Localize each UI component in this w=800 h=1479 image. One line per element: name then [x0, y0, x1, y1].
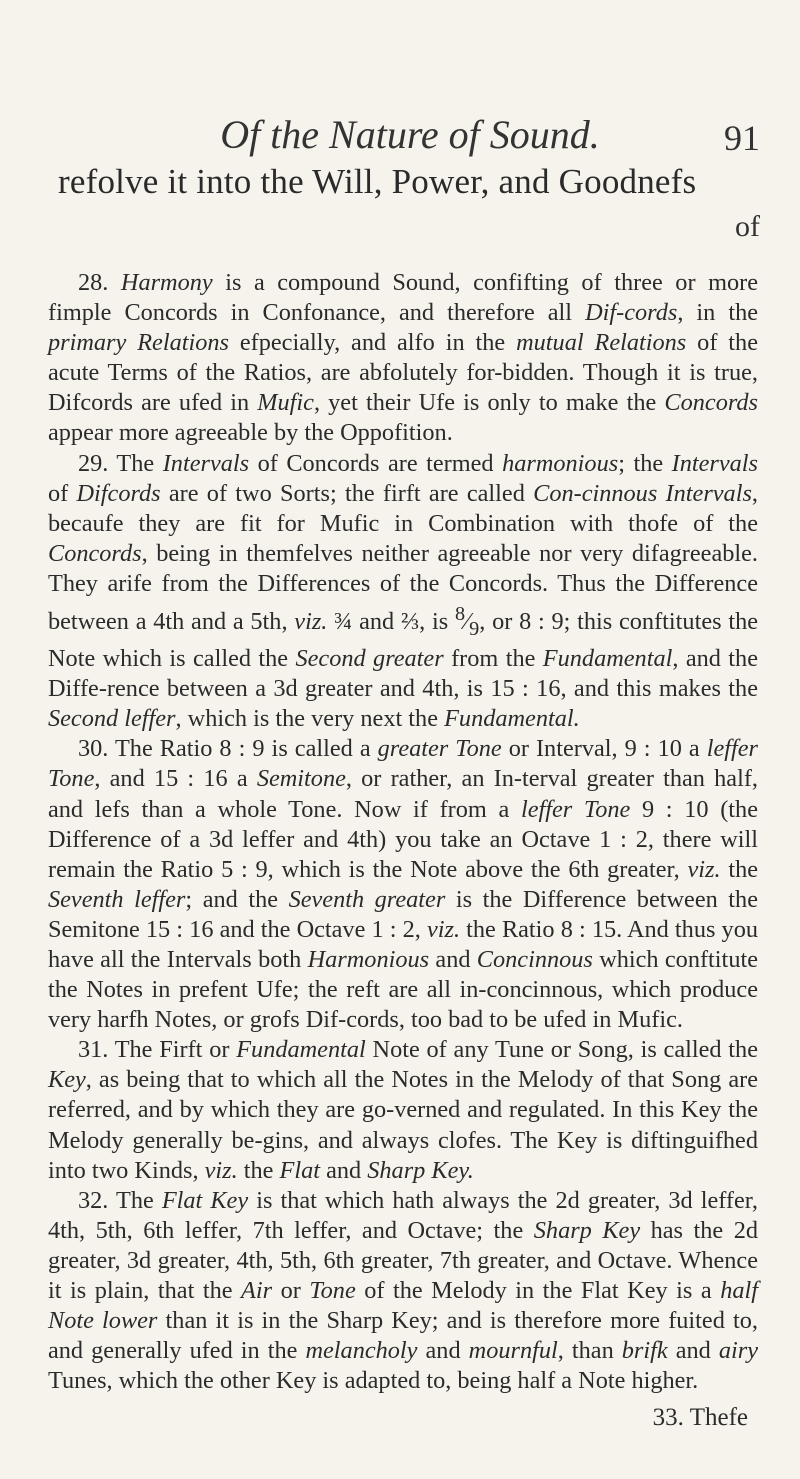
page-number: 91: [724, 118, 760, 158]
paragraph-31: 31. The Firft or Fundamental Note of any Tune or Song, is called the Key, as being that to which all the Notes in the Melody of that Song are referred, and by which they are go-verned and regulated. In this Key the Melody generally be-gins, and always clofes. The Key is diftinguifhed into two Kinds, viz. the Flat and Sharp Key.: [48, 1036, 758, 1184]
body-text: [48, 268, 758, 1396]
catchword-bottom: 33. Thefe: [652, 1404, 748, 1431]
paragraph-28: 28. Harmony is a compound Sound, confifting of three or more fimple Concords in Confonance, and therefore all Dif-cords, in the primary Relations efpecially, and alfo in the mutual Relations of the acute Terms of the Ratios, are abfolutely for-bidden. Though it is true, Difcords are ufed in Mufic, yet their Ufe is only to make the Concords appear more agreeable by the Oppofition.: [48, 269, 758, 447]
catchword-top: of: [735, 210, 760, 243]
running-head: Of the Nature of Sound.: [220, 112, 600, 157]
paragraph-30: 30. The Ratio 8 : 9 is called a greater Tone or Interval, 9 : 10 a leffer Tone, and 15 : 16 a Semitone, or rather, an In-terval greater than half, and lefs than a whole Tone. Now if from a leffer Tone 9 : 10 (the Difference of a 3d leffer and 4th) you take an Octave 1 : 2, there will remain the Ratio 5 : 9, which is the Note above the 6th greater, viz. the Seventh leffer; and the Seventh greater is the Difference between the Semitone 15 : 16 and the Octave 1 : 2, viz. the Ratio 8 : 15. And thus you have all the Intervals both Harmonious and Concinnous which conftitute the Notes in prefent Ufe; the reft are all in-concinnous, which produce very harfh Notes, or grofs Dif-cords, too bad to be ufed in Mufic.: [48, 735, 758, 1034]
page-header: [60, 112, 760, 165]
continued-line: refolve it into the Will, Power, and Goodnefs: [58, 162, 697, 201]
paragraph-32: 32. The Flat Key is that which hath always the 2d greater, 3d leffer, 4th, 5th, 6th leffer, 7th leffer, and Octave; the Sharp Key has the 2d greater, 3d greater, 4th, 5th, 6th greater, 7th greater, and Octave. Whence it is plain, that the Air or Tone of the Melody in the Flat Key is a half Note lower than it is in the Sharp Key; and is therefore more fuited to, and generally ufed in the melancholy and mournful, than brifk and airy Tunes, which the other Key is adapted to, being half a Note higher.: [48, 1186, 759, 1395]
paragraph-29: 29. The Intervals of Concords are termed harmonious; the Intervals of Difcords are of two Sorts; the firft are called Con-cinnous Intervals, becaufe they are fit for Mufic in Combination with thofe of the Concords, being in themfelves neither agreeable nor very difagreeable. They arife from the Differences of the Concords. Thus the Difference between a 4th and a 5th, viz. ¾ and ⅔, is $^8⁄_9$, or 8 : 9; this conftitutes the Note which is called the Second greater from the Fundamental, and the Diffe-rence between a 3d greater and 4th, is 15 : 16, and this makes the Second leffer, which is the very next the Fundamental.: [48, 449, 758, 733]
